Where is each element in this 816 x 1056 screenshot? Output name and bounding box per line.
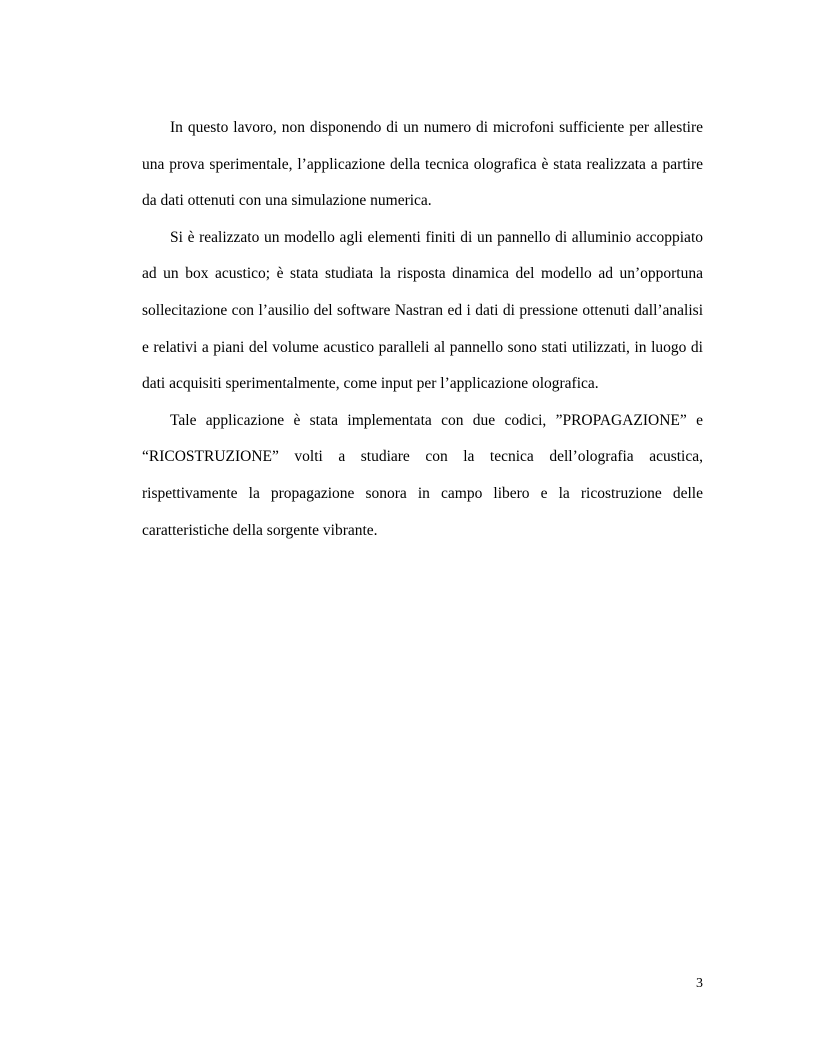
- page-number: 3: [696, 976, 703, 991]
- paragraph-2: Si è realizzato un modello agli elementi finiti di un pannello di alluminio accoppiato ad un box acustico; è stata studiata la risposta dinamica del modello ad un’opportuna sollecitazione con l’ausilio del software Nastran ed i dati di pressione ottenuti dall’analisi e relativi a piani del volume acustico paralleli al pannello sono stati utilizzati, in luogo di dati acquisiti sperimentalmente, come input per l’applicazione olografica.: [142, 228, 703, 393]
- paragraph-3: Tale applicazione è stata implementata con due codici, ”PROPAGAZIONE” e “RICOSTRUZIONE” volti a studiare con la tecnica dell’olografia acustica, rispettivamente la propagazione sonora in campo libero e la ricostruzione delle caratteristiche della sorgente vibrante.: [142, 411, 703, 539]
- body-text: [142, 110, 703, 549]
- paragraph-1: In questo lavoro, non disponendo di un numero di microfoni sufficiente per allestire una prova sperimentale, l’applicazione della tecnica olografica è stata realizzata a partire da dati ottenuti con una simulazione numerica.: [142, 119, 703, 210]
